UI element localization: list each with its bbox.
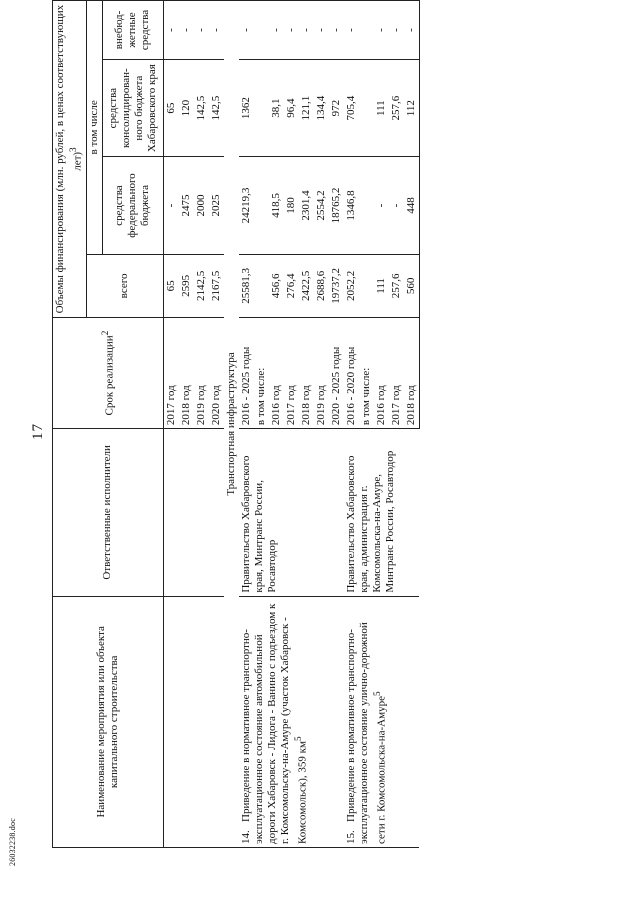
cell-extra: - <box>209 1 224 60</box>
cell-term: 2017 год <box>389 318 404 429</box>
cell-federal: 2554,2 <box>314 157 329 254</box>
cell-term: 2016 год <box>269 318 284 429</box>
document-id: 26032238.doc <box>8 818 17 866</box>
cell-federal: 18765,2 <box>329 157 344 254</box>
table-header <box>53 1 164 848</box>
cell-extra: - <box>163 1 179 60</box>
cell-extra: - <box>329 1 344 60</box>
cell-total: 19737,2 <box>329 254 344 317</box>
cell-federal: 418,5 <box>269 157 284 254</box>
header-regional: средства консолидирован-ного бюджета Хабаровского края <box>102 59 163 156</box>
cell-term: 2020 год <box>209 318 224 429</box>
cell-federal: - <box>163 157 179 254</box>
item-name: Приведение в нормативное транспортно-эксплуатационное состояние улично-дорожной сети г. Комсомольска-на-Амуре <box>344 622 388 844</box>
cell-total <box>254 254 269 317</box>
cell-federal: 2000 <box>194 157 209 254</box>
cell-federal: 180 <box>284 157 299 254</box>
cell-total: 2142,5 <box>194 254 209 317</box>
cell-regional: 65 <box>163 59 179 156</box>
cell-term: 2018 год <box>404 318 420 429</box>
cell-extra: - <box>284 1 299 60</box>
table-row <box>239 1 254 848</box>
cell-total: 456,6 <box>269 254 284 317</box>
cell-regional: 111 <box>374 59 389 156</box>
header-term-footnote: 2 <box>100 330 110 336</box>
table-row <box>179 1 194 848</box>
cell-federal <box>254 157 269 254</box>
cell-extra: - <box>239 1 254 60</box>
table-row <box>209 1 224 848</box>
cell-extra: - <box>299 1 314 60</box>
item-index: 14. <box>239 830 252 844</box>
cell-federal: - <box>374 157 389 254</box>
cell-regional: 1362 <box>239 59 254 156</box>
cell-federal: 448 <box>404 157 420 254</box>
cell-responsible: Правительство Хабаровского края, Минтранс России, Росавтодор <box>239 429 344 597</box>
header-term: Срок реализации$^2$ <box>53 318 164 429</box>
cell-term: 2016 год <box>374 318 389 429</box>
cell-total <box>359 254 374 317</box>
cell-federal: 24219,3 <box>239 157 254 254</box>
cell-total: 65 <box>163 254 179 317</box>
cell-federal: - <box>389 157 404 254</box>
cell-term: 2020 - 2025 годы <box>329 318 344 429</box>
cell-regional: 120 <box>179 59 194 156</box>
cell-federal: 2301,4 <box>299 157 314 254</box>
cell-regional: 112 <box>404 59 420 156</box>
table-row <box>194 1 209 848</box>
cell-term: 2016 - 2020 годы <box>344 318 359 429</box>
cell-extra: - <box>314 1 329 60</box>
financing-table <box>52 0 420 848</box>
header-federal: средства федерального бюджета <box>102 157 163 254</box>
cell-regional: 972 <box>329 59 344 156</box>
cell-term: 2018 год <box>299 318 314 429</box>
cell-regional <box>359 59 374 156</box>
table-body <box>163 1 419 848</box>
cell-regional: 96,4 <box>284 59 299 156</box>
cell-term: 2017 год <box>163 318 179 429</box>
cell-total: 25581,3 <box>239 254 254 317</box>
cell-term: 2017 год <box>284 318 299 429</box>
header-name: Наименование мероприятия или объекта капитального строительства <box>53 596 164 847</box>
header-total: всего <box>86 254 163 317</box>
cell-regional: 257,6 <box>389 59 404 156</box>
page-number: 17 <box>30 423 46 440</box>
cell-term: 2019 год <box>194 318 209 429</box>
cell-federal: 2475 <box>179 157 194 254</box>
cell-extra: - <box>179 1 194 60</box>
cell-extra: - <box>194 1 209 60</box>
rotated-sheet <box>52 0 632 848</box>
section-title: Транспортная инфраструктура <box>224 1 239 848</box>
cell-federal <box>359 157 374 254</box>
cell-extra: - <box>404 1 420 60</box>
cell-item-name <box>344 596 420 847</box>
table-row <box>163 1 179 848</box>
cell-total: 111 <box>374 254 389 317</box>
cell-term: в том числе: <box>359 318 374 429</box>
cell-regional: 121,1 <box>299 59 314 156</box>
header-responsible: Ответственные исполнители <box>53 429 164 597</box>
cell-regional <box>254 59 269 156</box>
table-row <box>344 1 359 848</box>
cell-regional: 38,1 <box>269 59 284 156</box>
cell-regional: 142,5 <box>209 59 224 156</box>
cell-federal: 1346,8 <box>344 157 359 254</box>
cell-total: 276,4 <box>284 254 299 317</box>
cell-total: 560 <box>404 254 420 317</box>
cell-total: 2688,6 <box>314 254 329 317</box>
cell-item-name <box>239 596 344 847</box>
cell-extra: - <box>389 1 404 60</box>
cell-regional: 134,4 <box>314 59 329 156</box>
cell-responsible: Правительство Хабаровского края, администрация г. Комсомольска-на-Амуре, Минтранс России, Росавтодор <box>344 429 420 597</box>
cell-federal: 2025 <box>209 157 224 254</box>
header-extra: внебюд-жетные средства <box>102 1 163 60</box>
cell-regional: 705,4 <box>344 59 359 156</box>
cell-total: 2422,5 <box>299 254 314 317</box>
cell-extra: - <box>344 1 359 60</box>
cell-term: 2019 год <box>314 318 329 429</box>
item-index: 15. <box>344 830 357 844</box>
cell-extra: - <box>269 1 284 60</box>
cell-extra <box>359 1 374 60</box>
header-in-that-number: в том числе <box>86 1 102 255</box>
header-financing: Объемы финансирования (млн. рублей, в ценах соответствующих лет)$^3$ <box>53 1 87 318</box>
item-name-footnote: 5 <box>292 736 303 742</box>
cell-term: 2018 год <box>179 318 194 429</box>
item-name: Приведение в нормативное транспортно-эксплуатационное состояние автомобильной дороги Хабаровск - Лидога - Ванино с подъездом к г. Комсомольску-на-Амуре (участок Хабаровск - Комсомольск), 359 км <box>239 603 309 844</box>
section-row <box>224 1 239 848</box>
cell-total: 257,6 <box>389 254 404 317</box>
cell-total: 2052,2 <box>344 254 359 317</box>
cell-extra: - <box>374 1 389 60</box>
cell-extra <box>254 1 269 60</box>
cell-term: в том числе: <box>254 318 269 429</box>
cell-total: 2595 <box>179 254 194 317</box>
cell-total: 2167,5 <box>209 254 224 317</box>
item-name-footnote: 5 <box>371 691 382 697</box>
cell-regional: 142,5 <box>194 59 209 156</box>
cell-term: 2016 - 2025 годы <box>239 318 254 429</box>
header-financing-footnote: 3 <box>68 147 78 152</box>
